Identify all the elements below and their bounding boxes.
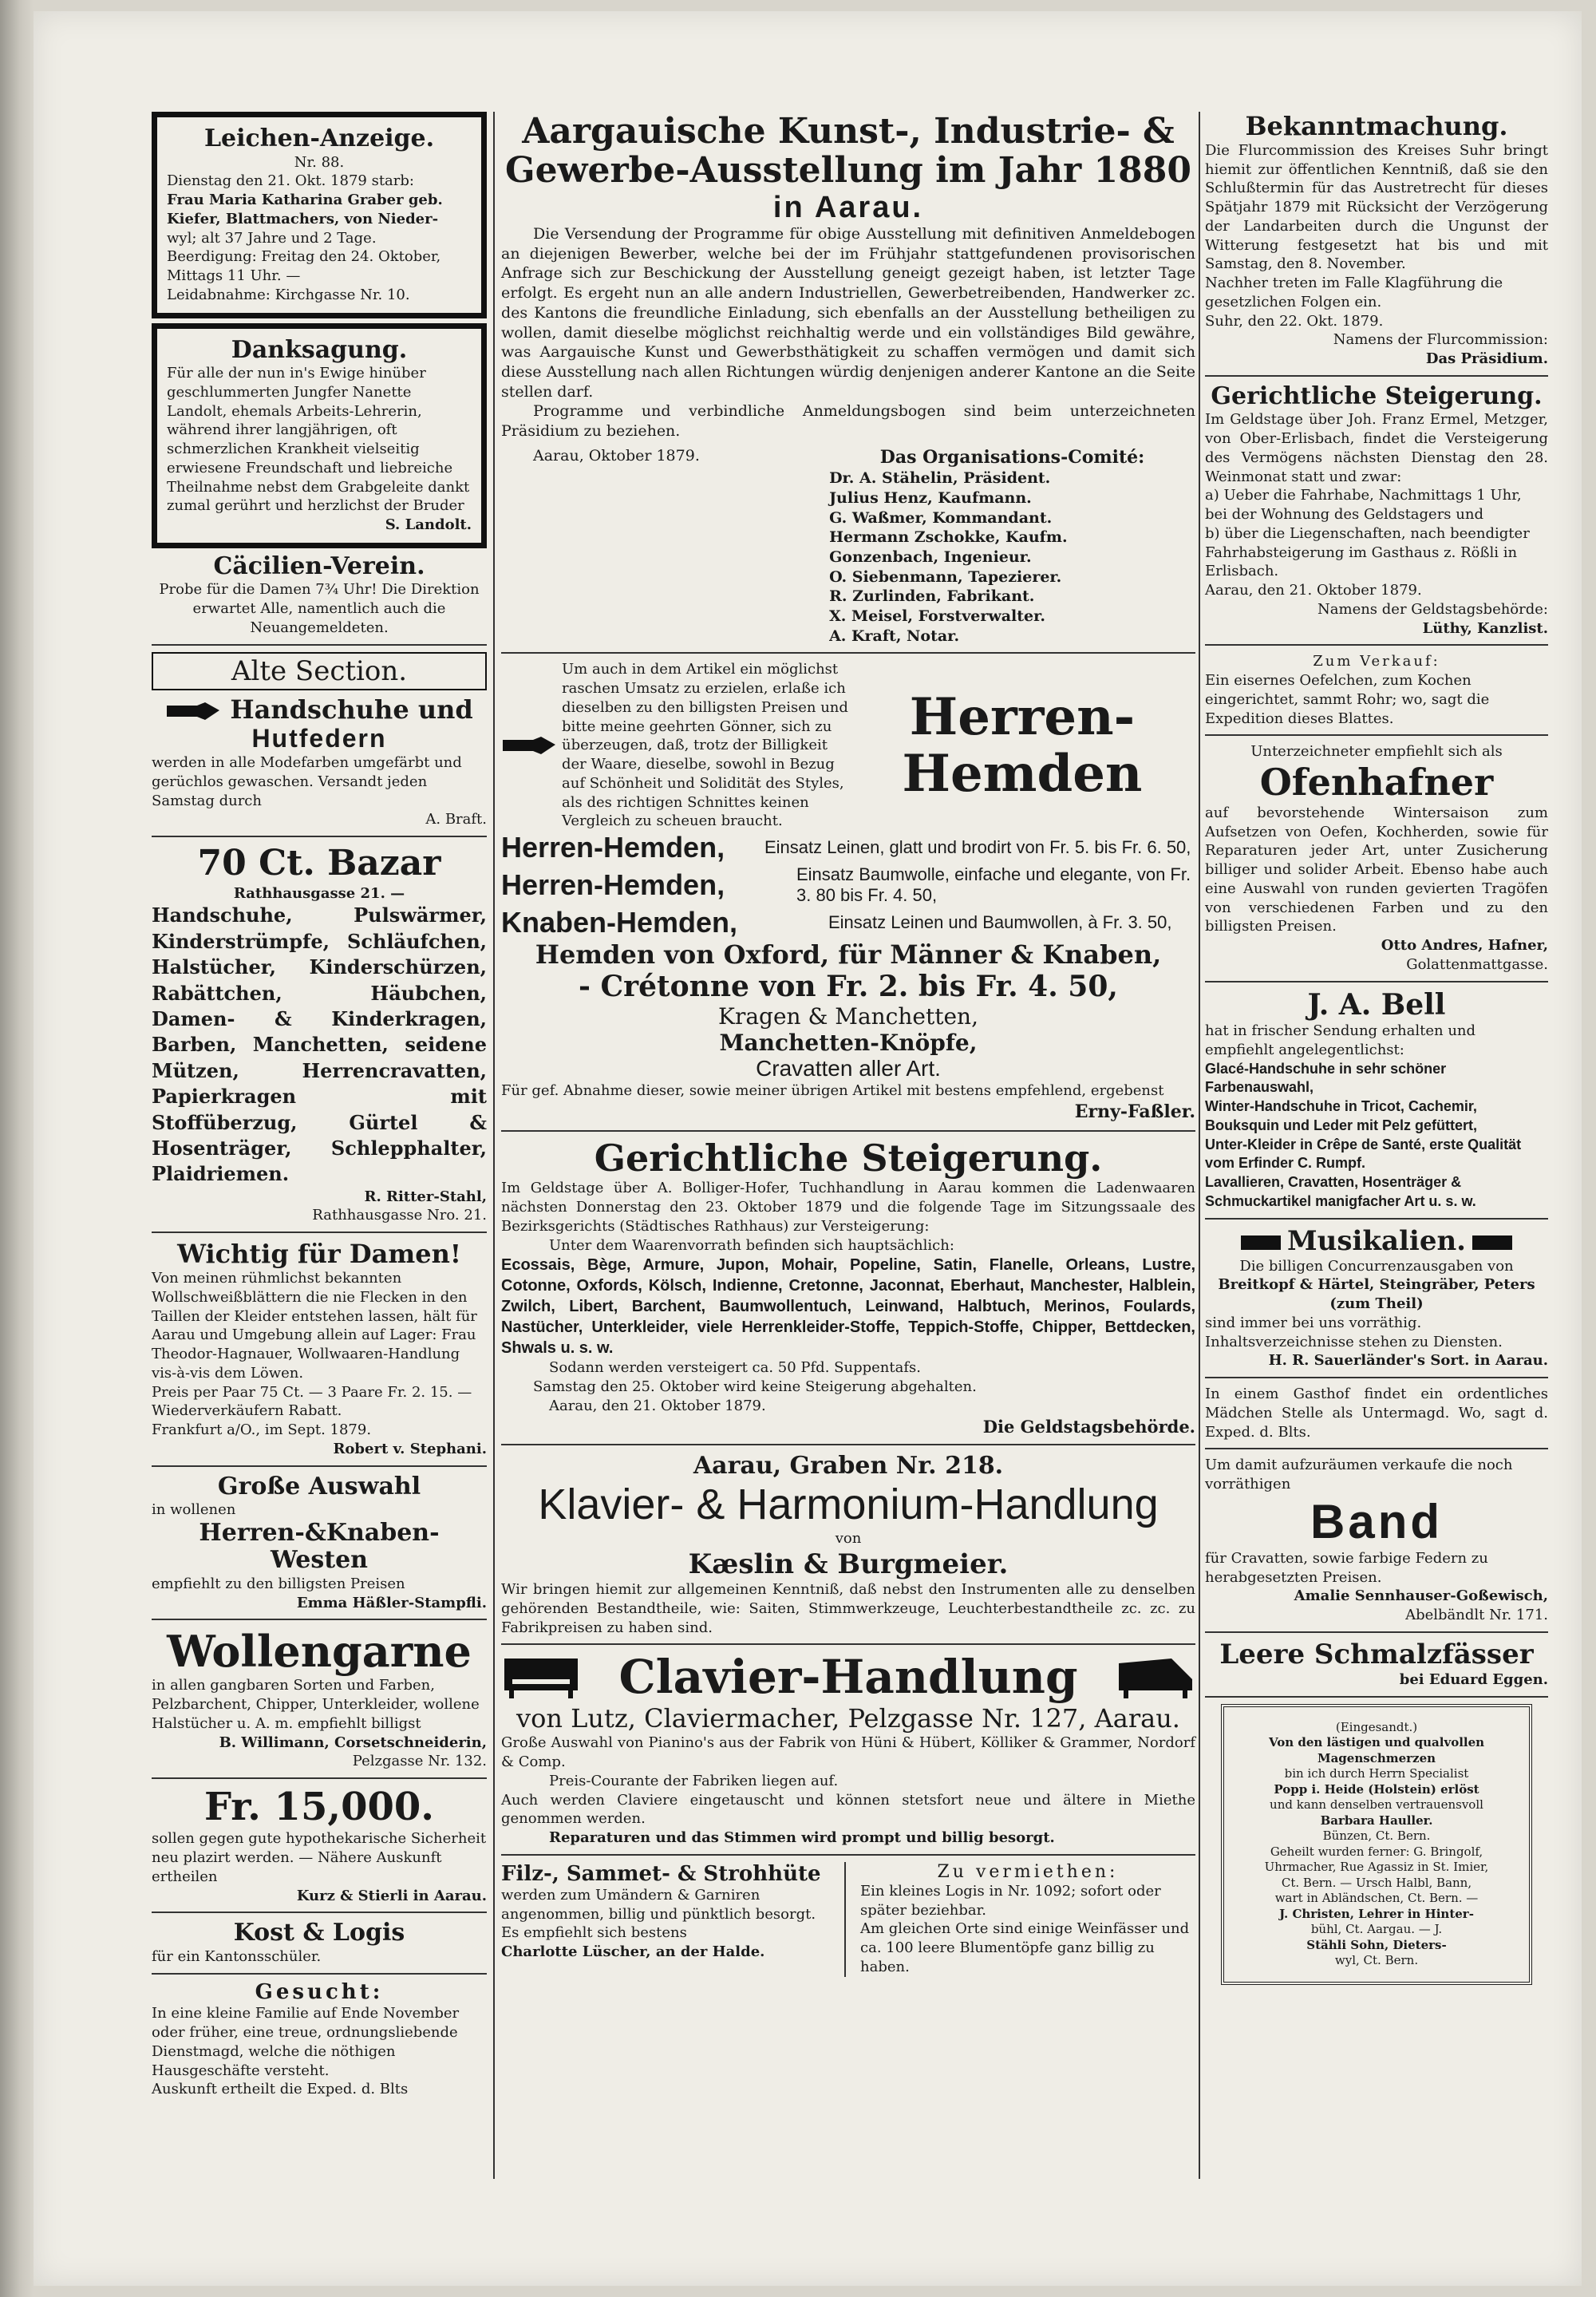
- clavier-p2: Preis-Courante der Fabriken liegen auf.: [549, 1772, 839, 1789]
- ad-schmalz: [1205, 1639, 1548, 1690]
- bell-text: hat in frischer Sendung erhalten und empfiehlt angelegentlichst:: [1205, 1022, 1476, 1058]
- clavier-sub: von Lutz, Claviermacher, Pelzgasse Nr. 127, Aarau.: [516, 1703, 1180, 1734]
- hemden-r8: Cravatten aller Art.: [756, 1056, 941, 1081]
- wichtig-ort: Frankfurt a/O., im Sept. 1879.: [152, 1421, 372, 1439]
- hand-title2: Hutfedern: [251, 724, 387, 753]
- bekannt-date: Suhr, den 22. Okt. 1879.: [1205, 312, 1384, 330]
- auswahl-title2: in wollenen: [152, 1501, 236, 1519]
- steig3-namens: Namens der Geldstagsbehörde:: [1317, 600, 1548, 618]
- ad-kost: [152, 1919, 487, 1966]
- leichen-line2: Frau Maria Katharina Graber geb. Kiefer, Blattmachers, von Nieder-: [167, 192, 443, 227]
- steig3-signature: Lüthy, Kanzlist.: [1422, 619, 1548, 637]
- ausst-member-0: Dr. A. Stähelin, Präsident.: [829, 469, 1051, 488]
- eingesandt-line-9: Ct. Bern. — Ursch Halbl, Bann,: [1281, 1875, 1472, 1890]
- fr-text: sollen gegen gute hypothekarische Sicherheit neu plazirt werden. — Nähere Auskunft ertheilen: [152, 1830, 487, 1885]
- ad-ausstellung: [501, 112, 1195, 646]
- ad-auswahl: [152, 1473, 487, 1613]
- ad-band: [1205, 1456, 1548, 1625]
- verkauf-text: Ein eisernes Oefelchen, zum Kochen eingerichtet, sammt Rohr; wo, sagt die Expedition dieses Blattes.: [1205, 672, 1490, 727]
- eingesandt-line-0: (Eingesandt.): [1335, 1719, 1418, 1734]
- fr-signature: Kurz & Stierli in Aarau.: [296, 1887, 487, 1904]
- band-sig2: Abelbändlt Nr. 171.: [1405, 1607, 1548, 1624]
- caecilien-title: Cäcilien-Verein.: [213, 552, 425, 580]
- steig-t2: Sodann werden versteigert ca. 50 Pfd. Suppentafs.: [549, 1359, 921, 1377]
- dank-signature: S. Landolt.: [385, 516, 472, 533]
- band-sig1: Amalie Sennhauser-Goßewisch,: [1294, 1587, 1548, 1605]
- hemden-r2b: Einsatz Baumwolle, einfache und elegante, von Fr. 3. 80 bis Fr. 4. 50,: [796, 864, 1191, 906]
- klavier-title: Klavier- & Harmonium-Handlung: [538, 1481, 1159, 1529]
- band-pre: Um damit aufzuräumen verkaufe die noch vorräthigen: [1205, 1457, 1513, 1493]
- hemden-foot: Für gef. Abnahme dieser, sowie meiner übrigen Artikel mit bestens empfehlend, ergebenst: [501, 1082, 1164, 1100]
- klavier-address: Aarau, Graben Nr. 218.: [693, 1452, 1004, 1481]
- book-gutter: [0, 0, 34, 2297]
- leichen-line1: Dienstag den 21. Okt. 1879 starb:: [167, 172, 414, 190]
- hemden-r3a: Knaben-Hemden,: [501, 906, 738, 939]
- steig-date: Aarau, den 21. Oktober 1879.: [549, 1397, 766, 1414]
- eingesandt-line-1: Von den lästigen und qualvollen Magenschmerzen: [1268, 1735, 1485, 1765]
- musik-t2: sind immer bei uns vorräthig.: [1205, 1314, 1422, 1331]
- hemden-r4: Hemden von Oxford, für Männer & Knaben,: [535, 939, 1162, 971]
- ad-herren-hemden: [501, 660, 1195, 1124]
- clavier-p4: Reparaturen und das Stimmen wird prompt und billig besorgt.: [549, 1829, 1055, 1847]
- ad-klavier: [501, 1452, 1195, 1637]
- bekannt-text: Die Flurcommission des Kreises Suhr bringt hiemit zur öffentlichen Kenntniß, daß sie den Schlußtermin für das Austretrecht für dieses Spätjahr 1879 mit Rücksicht der Verzögerung der Landarbeiten durch die Ungunst der Witterung festgesetzt hat bis und mit Samstag, den 8. November.: [1205, 141, 1548, 273]
- eingesandt-line-10: wart in Abländschen, Ct. Bern. —: [1274, 1891, 1479, 1906]
- ausst-member-8: A. Kraft, Notar.: [829, 627, 960, 645]
- wichtig-preis: Preis per Paar 75 Ct. — 3 Paare Fr. 2. 15. — Wiederverkäufern Rabatt.: [152, 1383, 472, 1420]
- wolle-title: Wollengarne: [167, 1626, 472, 1678]
- hemden-signature: Erny-Faßler.: [1074, 1101, 1195, 1122]
- leichen-line3: wyl; alt 37 Jahre und 2 Tage.: [167, 229, 377, 247]
- filz-signature: Charlotte Lüscher, an der Halde.: [501, 1943, 765, 1961]
- ad-vermiethen: [860, 1862, 1195, 1977]
- ofen-sig2: Golattenmattgasse.: [1406, 955, 1548, 973]
- bell-g4: Lavallieren, Cravatten, Hosenträger & Schmuckartikel manigfacher Art u. s. w.: [1205, 1174, 1476, 1209]
- schmalz-title: Leere Schmalzfässer: [1219, 1638, 1534, 1670]
- ad-musikalien: [1205, 1226, 1548, 1371]
- gesucht-text: In eine kleine Familie auf Ende November oder früher, eine treue, ordnungsliebende Dienstmagd, welche die nöthigen Hausgeschäfte versteht.: [152, 2005, 460, 2079]
- kost-title: Kost & Logis: [233, 1919, 405, 1947]
- eingesandt-line-4: und kann denselben vertrauensvoll: [1270, 1797, 1483, 1813]
- hemden-title: Herren-Hemden: [902, 686, 1143, 805]
- hemden-r6: Kragen & Manchetten,: [718, 1003, 978, 1030]
- ausst-date: Aarau, Oktober 1879.: [533, 446, 700, 465]
- eingesandt-line-5: Barbara Hauller.: [1320, 1813, 1433, 1828]
- klavier-text: Wir bringen hiemit zur allgemeinen Kenntniß, daß nebst den Instrumenten alle zu denselben gehörenden Bestandtheile, wie: Saiten, Stimmwerkzeuge, Leuchterbestandtheile zc. zc. zu Fabrikpreisen zu haben sind.: [501, 1581, 1195, 1636]
- wichtig-signature: Robert v. Stephani.: [333, 1440, 487, 1457]
- eingesandt-line-13: Stähli Sohn, Dieters-: [1306, 1937, 1447, 1952]
- bekannt-namens: Namens der Flurcommission:: [1333, 331, 1548, 349]
- bekannt-signature: Das Präsidium.: [1425, 350, 1548, 368]
- gesucht-signature: Auskunft ertheilt die Exped. d. Blts: [152, 2081, 409, 2098]
- eingesandt-line-12: bühl, Ct. Aargau. — J.: [1310, 1922, 1443, 1937]
- schmalz-signature: bei Eduard Eggen.: [1399, 1671, 1548, 1689]
- steig-title: Gerichtliche Steigerung.: [594, 1136, 1103, 1180]
- miethe-text2: Am gleichen Orte sind einige Weinfässer und ca. 100 leere Blumentöpfe ganz billig zu haben.: [860, 1920, 1190, 1975]
- wolle-sig2: Pelzgasse Nr. 132.: [352, 1753, 487, 1770]
- filz-text: werden zum Umändern & Garniren angenommen, billig und pünktlich besorgt. Es empfiehlt sich bestens: [501, 1886, 816, 1942]
- ausst-text: Die Versendung der Programme für obige Ausstellung mit definitiven Anmeldebogen an diejenigen Bewerber, welche bei der im Frühjahr stattgefundenen provisorischen Anfrage sich zur Beschickung der Ausstellung geneigt gezeigt haben, ist letzter Tage erfolgt. Es ergeht nun an alle andern Industriellen, Gewerbetreibenden, Handwerker zc. des Kantons die freundliche Einladung, sich ebenfalls an der Ausstellung betheiligen zu wollen, damit dieselbe möglichst reichhaltig werde und ein vollständiges Bild gewähre, was Aargauische Kunst und Gewerbsthätigkeit zu schaffen vermögen und damit sich diese Ausstellung nach allen Richtungen würdig denjenigen anderer Kantone an die Seite stellen darf.: [501, 225, 1195, 401]
- ad-bell: [1205, 989, 1548, 1212]
- musik-pubs: Breitkopf & Härtel, Steingräber, Peters (zum Theil): [1218, 1276, 1535, 1313]
- auswahl-title1: Große Auswahl: [217, 1472, 421, 1500]
- column-rule-left: [493, 112, 495, 2179]
- bell-g2: Winter-Handschuhe in Tricot, Cachemir, Bouksquin und Leder mit Pelz gefüttert,: [1205, 1098, 1478, 1133]
- steig-text: Im Geldstage über A. Bolliger-Hofer, Tuchhandlung in Aarau kommen die Ladenwaaren nächsten Donnerstag den 23. Oktober 1879 und die folgende Tage im Sitzungssaale des Bezirksgerichts (Städtisches Rathhaus) zur Versteigerung:: [501, 1180, 1195, 1235]
- eingesandt-line-2: bin ich durch Herrn Specialist: [1284, 1766, 1469, 1781]
- steig3-title: Gerichtliche Steigerung.: [1211, 382, 1543, 410]
- hemden-r1a: Herren-Hemden,: [501, 831, 725, 864]
- ausst-text2: Programme und verbindliche Anmeldungsbogen sind beim unterzeichneten Präsidium zu beziehen.: [501, 402, 1195, 440]
- musik-t3: Inhaltsverzeichnisse stehen zu Diensten.: [1205, 1333, 1503, 1350]
- ofen-title: Ofenhafner: [1259, 761, 1494, 805]
- ad-clavier: [501, 1651, 1195, 1847]
- verkauf-title: Zum Verkauf:: [1313, 653, 1440, 670]
- steig3-text: Im Geldstage über Joh. Franz Ermel, Metzger, von Ober-Erlisbach, findet die Versteigerung des Vermögens nächsten Dienstag den 28. Weinmonat statt und zwar:: [1205, 411, 1548, 485]
- ad-wollengarne: [152, 1627, 487, 1771]
- ausst-member-5: O. Siebenmann, Tapezierer.: [829, 567, 1062, 586]
- ad-filz: [501, 1862, 846, 1977]
- bekannt-title: Bekanntmachung.: [1245, 111, 1508, 141]
- gesucht-title: Gesucht:: [255, 1979, 384, 2004]
- wolle-sig1: B. Willimann, Corsetschneiderin,: [219, 1734, 487, 1751]
- steig-goods: Ecossais, Bège, Armure, Jupon, Mohair, Popeline, Satin, Flanelle, Orleans, Lustre, Cotonne, Oxfords, Kölsch, Indienne, Cretonne, Jaconnat, Eberhaut, Manchester, Halblein, Zwilch, Libert, Barchent, Baumwollentuch, Leinwand, Halbtuch, Merinos, Foulards, Nastücher, Unterkleider, viele Herrenkleider-Stoffe, Teppich-Stoffe, Chipper, Bettdecken, Shwals u. s. w.: [501, 1256, 1195, 1358]
- clavier-p3: Auch werden Claviere eingetauscht und können stetsfort neue und ältere in Miethe genommen werden.: [501, 1791, 1195, 1828]
- hand-text: werden in alle Modefarben umgefärbt und gerüchlos gewaschen. Versandt jeden Samstag durch: [152, 754, 462, 809]
- dank-text: Für alle der nun in's Ewige hinüber geschlummerten Jungfer Nanette Landolt, ehemals Arbeits-Lehrerin, während ihrer langjährigen, oft schmerzlichen Krankheit vielseitig erwiesene Freundschaft und liebreiche Theilnahme nebst dem Grabgeleite dankt zumal gerührt und herzlichst der Bruder: [167, 365, 470, 515]
- ad-bekanntmachung: [1205, 112, 1548, 369]
- ad-gesucht: [152, 1981, 487, 2100]
- hemden-intro: Um auch in dem Artikel ein möglichst raschen Umsatz zu erzielen, erlaße ich dieselben zu den billigsten Preisen und bitte meine geehrten Gönner, sich zu überzeugen, daß, trotz der Billigkeit der Waare, dieselbe, sowohl in Bezug auf Schönheit und Solidität des Styles, als des richtigen Schnittes keinen Vergleich zu scheuen braucht.: [562, 661, 848, 830]
- bazar-address: Rathhausgasse 21. —: [233, 884, 405, 902]
- piano-icon: [501, 1655, 581, 1700]
- ausst-title3: in Aarau.: [772, 190, 924, 224]
- steig3-b: b) über die Liegenschaften, nach beendigter Fahrhabsteigerung im Gasthaus z. Rößli in Erlisbach.: [1205, 524, 1530, 580]
- bottom-row: [501, 1862, 1195, 1977]
- ad-caecilien: [152, 553, 487, 638]
- eingesandt-line-3: Popp i. Heide (Holstein) erlöst: [1274, 1781, 1479, 1797]
- bazar-sig2: Rathhausgasse Nro. 21.: [312, 1207, 487, 1224]
- steig-t3: Samstag den 25. Oktober wird keine Steigerung abgehalten.: [533, 1378, 977, 1396]
- wolle-text: in allen gangbaren Sorten und Farben, Pelzbarchent, Chipper, Unterkleider, wollene Halstücher u. A. m. empfiehlt billigst: [152, 1677, 480, 1732]
- rule-bar-icon: [1472, 1235, 1512, 1250]
- column-center: [501, 112, 1195, 1977]
- bell-title: J. A. Bell: [1307, 987, 1446, 1022]
- band-text: für Cravatten, sowie farbige Federn zu herabgesetzten Preisen.: [1205, 1549, 1488, 1586]
- pointing-hand-icon: [165, 699, 221, 723]
- auswahl-signature: Emma Häßler-Stampfli.: [296, 1594, 487, 1611]
- hemden-r5: - Crétonne von Fr. 2. bis Fr. 4. 50,: [579, 970, 1118, 1004]
- hemden-r2a: Herren-Hemden,: [501, 868, 725, 902]
- musik-signature: H. R. Sauerländer's Sort. in Aarau.: [1268, 1352, 1548, 1370]
- ausst-member-2: G. Waßmer, Kommandant.: [829, 508, 1053, 527]
- ofen-sig1: Otto Andres, Hafner,: [1381, 937, 1548, 955]
- leichen-title: Leichen-Anzeige.: [203, 125, 435, 152]
- eingesandt-line-14: wyl, Ct. Bern.: [1334, 1953, 1419, 1968]
- column-left: [152, 112, 487, 2104]
- ad-leichen-anzeige: [152, 112, 487, 318]
- band-title: Band: [1310, 1494, 1443, 1548]
- caecilien-text: Probe für die Damen 7¾ Uhr! Die Direktion erwartet Alle, namentlich auch die Neuangemeldeten.: [159, 581, 480, 636]
- bazar-sig1: R. Ritter-Stahl,: [364, 1188, 487, 1205]
- piano-icon: [1116, 1655, 1195, 1700]
- ausst-title2: Gewerbe-Ausstellung im Jahr 1880: [505, 150, 1191, 192]
- ausst-member-1: Julius Henz, Kaufmann.: [829, 488, 1032, 507]
- miethe-title: Zu vermiethen:: [937, 1861, 1119, 1882]
- wichtig-title: Wichtig für Damen!: [177, 1239, 461, 1270]
- ad-verkauf: [1205, 652, 1548, 728]
- steig-sub: Unter dem Waarenvorrath befinden sich hauptsächlich:: [549, 1236, 954, 1254]
- rule-bar-icon: [1241, 1235, 1281, 1250]
- musik-text: Die billigen Concurrenzausgaben von: [1239, 1257, 1514, 1275]
- musik-title: Musikalien.: [1286, 1224, 1467, 1257]
- bazar-text: Handschuhe, Pulswärmer, Kinderstrümpfe, Schläufchen, Halstücher, Kinderschürzen, Rabättchen, Häubchen, Damen- & Kinderkragen, Barben, Manchetten, seidene Mützen, Herrencravatten, Papierkragen mit Stoffüberzug, Gürtel & Hosenträger, Schlepphalter, Plaidriemen.: [152, 903, 487, 1186]
- steig-signature: Die Geldstagsbehörde.: [982, 1416, 1195, 1437]
- wichtig-text: Von meinen rühmlichst bekannten Wollschweißblättern die nie Flecken in den Taillen der Kleider entstehen lassen, hält für Aarau und Umgebung allein auf Lager: Frau Theodor-Hagnauer, Wollwaaren-Handlung vis-à-vis dem Löwen.: [152, 1270, 477, 1382]
- ad-gasthof: [1205, 1385, 1548, 1441]
- eingesandt-line-11: J. Christen, Lehrer in Hinter-: [1279, 1906, 1474, 1921]
- bell-g3: Unter-Kleider in Crêpe de Santé, erste Qualität vom Erfinder C. Rumpf.: [1205, 1136, 1522, 1172]
- ad-steigerung-ermel: [1205, 383, 1548, 638]
- ad-danksagung: [152, 323, 487, 548]
- hemden-r7: Manchetten-Knöpfe,: [719, 1030, 978, 1057]
- ausst-member-4: Gonzenbach, Ingenieur.: [829, 548, 1032, 566]
- auswahl-text: empfiehlt zu den billigsten Preisen: [152, 1575, 405, 1592]
- leichen-line5: Leidabnahme: Kirchgasse Nr. 10.: [167, 286, 410, 303]
- pointing-hand-icon: [501, 733, 557, 757]
- gasthof-text: In einem Gasthof findet ein ordentliches Mädchen Stelle als Untermagd. Wo, sagt d. Exped. d. Blts.: [1205, 1386, 1548, 1441]
- kost-text: für ein Kantonsschüler.: [152, 1947, 322, 1965]
- bekannt-t2: Nachher treten im Falle Klagführung die gesetzlichen Folgen ein.: [1205, 275, 1503, 310]
- section-title: Alte Section.: [152, 652, 487, 690]
- ausst-member-3: Hermann Zschokke, Kaufm.: [829, 528, 1068, 547]
- filz-title: Filz-, Sammet- & Strohhüte: [501, 1861, 821, 1886]
- ad-steigerung-bolliger: [501, 1138, 1195, 1437]
- ausst-komite: Das Organisations-Comité:: [879, 446, 1145, 468]
- hand-title1: Handschuhe und: [230, 694, 473, 725]
- ausst-member-7: X. Meisel, Forstverwalter.: [829, 607, 1045, 626]
- ausst-title1: Aargauische Kunst-, Industrie- &: [522, 111, 1175, 152]
- klavier-von: von: [835, 1530, 862, 1548]
- ad-ofenhafner: [1205, 742, 1548, 974]
- clavier-text: Große Auswahl von Pianino's aus der Fabrik von Hüni & Hübert, Kölliker & Grammer, Nordorf & Comp.: [501, 1734, 1195, 1771]
- miethe-text: Ein kleines Logis in Nr. 1092; sofort oder später beziehbar.: [860, 1882, 1161, 1919]
- eingesandt-line-8: Uhrmacher, Rue Agassiz in St. Imier,: [1264, 1860, 1489, 1875]
- leichen-nr: Nr. 88.: [294, 153, 345, 171]
- hemden-r3b: Einsatz Leinen und Baumwollen, à Fr. 3. 50,: [828, 912, 1172, 933]
- ad-eingesandt: [1221, 1704, 1532, 1985]
- fr-title: Fr. 15,000.: [204, 1785, 434, 1830]
- ofen-pre: Unterzeichneter empfiehlt sich als: [1250, 743, 1503, 761]
- ofen-text: auf bevorstehende Wintersaison zum Aufsetzen von Oefen, Kochherden, sowie für Reparaturen jeder Art, unter Zusicherung billiger und solider Arbeit. Ebenso habe auch eine Auswahl von runden gevierten Tragöfen von verschiedenen Farben und zu den billigsten Preisen.: [1205, 804, 1548, 935]
- auswahl-title3: Herren-&Knaben-Westen: [199, 1518, 440, 1575]
- eingesandt-line-6: Bünzen, Ct. Bern.: [1322, 1829, 1431, 1844]
- column-rule-right: [1199, 112, 1200, 2179]
- ad-wichtig: [152, 1239, 487, 1458]
- ad-bazar: [152, 844, 487, 1225]
- hand-signature: A. Braft.: [425, 811, 487, 828]
- column-right: [1205, 112, 1548, 1988]
- hemden-r1b: Einsatz Leinen, glatt und brodirt von Fr. 5. bis Fr. 6. 50,: [764, 837, 1191, 858]
- dank-title: Danksagung.: [231, 335, 408, 364]
- bell-g1: Glacé-Handschuhe in sehr schöner Farbenauswahl,: [1205, 1060, 1447, 1096]
- klavier-firm: Kæslin & Burgmeier.: [688, 1548, 1009, 1581]
- leichen-line4: Beerdigung: Freitag den 24. Oktober, Mittags 11 Uhr. —: [167, 248, 441, 284]
- ausst-member-6: R. Zurlinden, Fabrikant.: [829, 587, 1035, 606]
- steig3-a: a) Ueber die Fahrhabe, Nachmittags 1 Uhr, bei der Wohnung des Geldstagers und: [1205, 487, 1522, 524]
- steig3-date: Aarau, den 21. Oktober 1879.: [1205, 582, 1422, 599]
- ad-handschuhe: [152, 695, 487, 830]
- bazar-title: 70 Ct. Bazar: [197, 843, 441, 884]
- eingesandt-line-7: Geheilt wurden ferner: G. Bringolf,: [1270, 1844, 1483, 1859]
- ad-fr15000: [152, 1785, 487, 1905]
- clavier-title: Clavier-Handlung: [618, 1650, 1078, 1705]
